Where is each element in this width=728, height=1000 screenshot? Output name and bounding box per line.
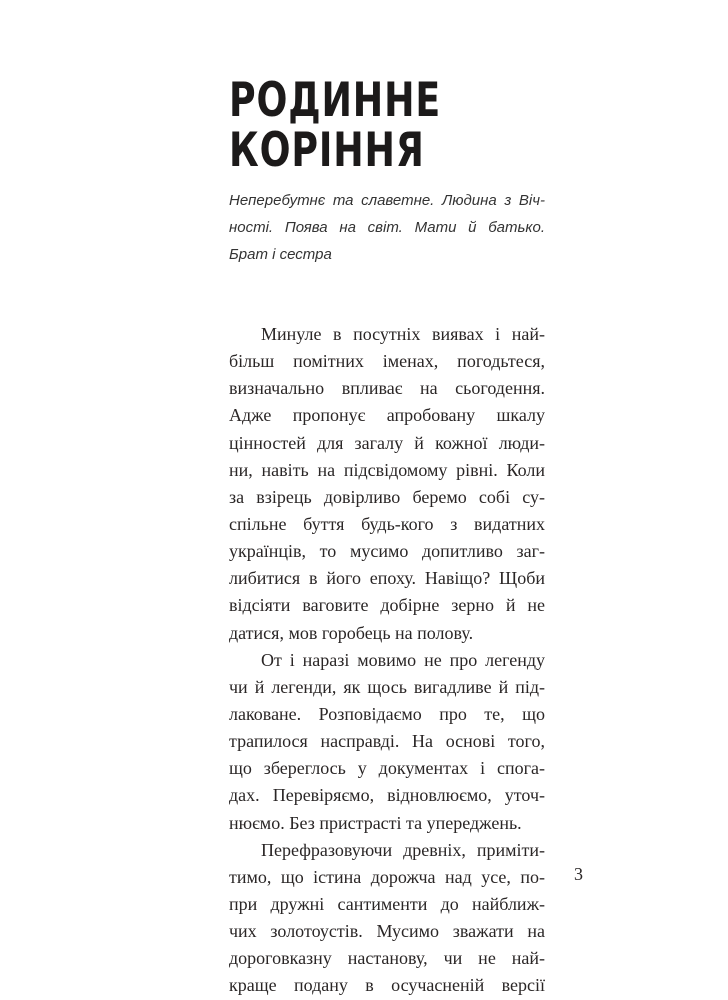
text-line: Адже пропонує апробовану шкалу (229, 405, 545, 426)
chapter-subtitle (229, 187, 545, 268)
text-line: цінностей для загалу й кожної люди- (229, 432, 545, 453)
paragraph (229, 647, 545, 837)
text-line: датися, мов горобець на полову. (229, 622, 474, 643)
paragraph (229, 321, 545, 647)
text-line: нюємо. Без пристрасті та упереджень. (229, 812, 522, 833)
subtitle-line: Неперебутнє та славетне. Людина з Віч- (229, 192, 545, 209)
subtitle-line: ності. Поява на світ. Мати й батько. (229, 219, 545, 236)
text-line: чи й легенди, як щось вигадливе й під- (229, 676, 545, 697)
text-line: українців, то мусимо допитливо заг- (229, 541, 545, 562)
text-line: чих золотоустів. Мусимо зважати на (229, 921, 545, 942)
text-line: дах. Перевіряємо, відновлюємо, уточ- (229, 785, 545, 806)
body-text (229, 321, 545, 1000)
text-line: Минуле в посутніх виявах і най- (261, 324, 545, 344)
subtitle-line: Брат і сестра (229, 246, 332, 263)
text-line: визначально впливає на сьогодення. (229, 378, 545, 399)
text-line: Перефразовуючи древніх, приміти- (261, 839, 545, 860)
paragraph (229, 837, 545, 1000)
text-line: лаковане. Розповідаємо про те, що (229, 703, 545, 724)
chapter-title (229, 73, 442, 178)
text-line: либитися в його епоху. Навіщо? Щоби (229, 568, 545, 589)
text-line: трапилося насправді. На основі того, (229, 731, 545, 752)
page-number: 3 (574, 864, 583, 884)
chapter-title-line: КОРІННЯ (229, 123, 425, 178)
text-line: при дружні сантименти до найближ- (229, 893, 545, 914)
text-line: що збереглось у документах і спога- (229, 758, 545, 779)
text-line: тимо, що істина дорожча над усе, по- (229, 866, 545, 887)
text-line: краще подану в осучасненій версії (229, 975, 545, 996)
text-line: дороговказну настанову, чи не най- (229, 948, 545, 969)
text-line: спільне буття будь-кого з видатних (229, 513, 545, 534)
chapter-title-line: РОДИННЕ (229, 73, 442, 128)
text-line: відсіяти ваговите добірне зерно й не (229, 595, 545, 616)
text-line: більш помітних іменах, погодьтеся, (229, 351, 545, 372)
text-line: ни, навіть на підсвідомому рівні. Коли (229, 459, 545, 480)
text-line: От і наразі мовимо не про легенду (261, 649, 545, 670)
text-line: за взірець довірливо беремо собі су- (229, 486, 545, 507)
